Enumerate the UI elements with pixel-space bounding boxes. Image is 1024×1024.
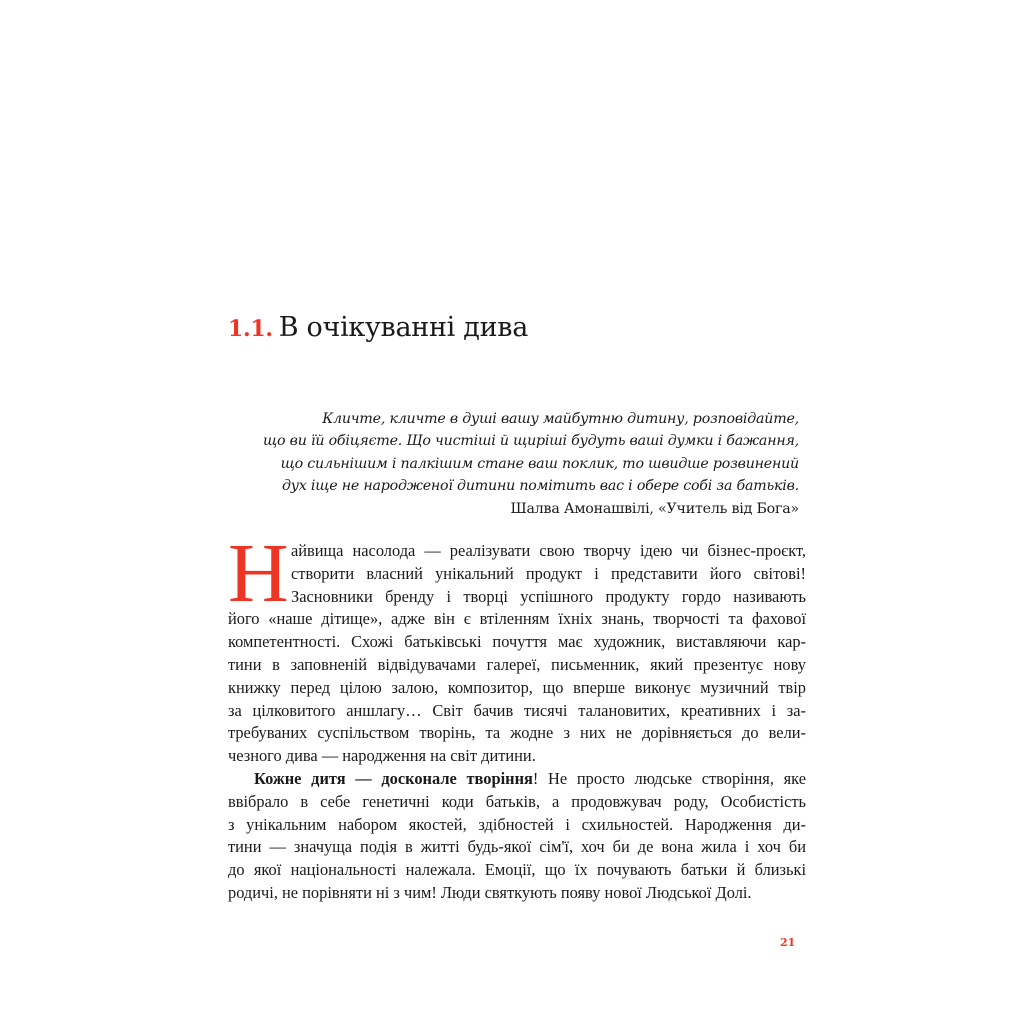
- body-text: [228, 527, 806, 905]
- epigraph-line: дух іще не народженої дитини помітить вас і обере собі за батьків.: [281, 478, 799, 495]
- epigraph-line: що ви їй обіцяєте. Що чистіші й щиріші будуть ваші думки і бажання,: [263, 433, 799, 450]
- chapter-title-text: В очікуванні дива: [278, 312, 528, 343]
- bold-lead: Кожне дитя — досконале творіння: [254, 768, 533, 788]
- text-line: [228, 768, 806, 791]
- text-line: Засновники бренду і творці успішного продукту гордо називають: [291, 586, 806, 606]
- text-line: тини — значуща подія в житті будь-якої сім'ї, хоч би де вона жила і хоч би: [228, 837, 806, 857]
- text-line: родичі, не порівняти ні з чим! Люди святкують появу нової Людської Долі.: [228, 882, 752, 902]
- text-line: за цілковитого аншлагу… Світ бачив тисячі талановитих, креативних і за-: [228, 700, 806, 720]
- epigraph-line: Кличте, кличте в душі вашу майбутню дитину, розповідайте,: [322, 411, 799, 427]
- chapter-title: [228, 310, 528, 347]
- text-line: айвища насолода — реалізувати свою творчу ідею чи бізнес-проєкт,: [291, 541, 806, 560]
- text-line-rest: ! Не просто людське створіння, яке: [532, 768, 806, 788]
- paragraph-1: [228, 527, 806, 768]
- page-number: 21: [780, 936, 796, 949]
- drop-cap: Н: [228, 527, 289, 620]
- text-line: тини в заповненій відвідувачами галереї, письменник, який презентує нову: [228, 654, 806, 674]
- text-line: книжку перед цілою залою, композитор, що вперше виконує музичний твір: [228, 677, 806, 697]
- epigraph: [260, 408, 799, 520]
- epigraph-source: Шалва Амонашвілі, «Учитель від Бога»: [510, 500, 799, 517]
- text-line: ввібрало в себе генетичні коди батьків, а продовжувач роду, Особистість: [228, 791, 806, 811]
- text-line: до якої національності належала. Емоції, що їх почувають батьки й близькі: [228, 860, 806, 880]
- text-line: требуваних суспільством творінь, та жодне з них не дорівняється до вели-: [228, 723, 806, 743]
- text-line: чезного дива — народження на світ дитини.: [228, 746, 536, 766]
- epigraph-line: що сильнішим і палкішим стане ваш поклик, то швидше розвинений: [280, 455, 799, 472]
- paragraph-2: [228, 768, 806, 905]
- text-line: з унікальним набором якостей, здібностей і схильностей. Народження ди-: [228, 814, 806, 834]
- text-line: його «наше дітище», адже він є втіленням їхніх знань, творчості та фахової: [228, 609, 806, 629]
- text-line: створити власний унікальний продукт і представити його світові!: [291, 563, 806, 583]
- chapter-number: 1.1.: [228, 316, 273, 342]
- text-line: компетентності. Схожі батьківські почуття має художник, виставляючи кар-: [228, 632, 806, 652]
